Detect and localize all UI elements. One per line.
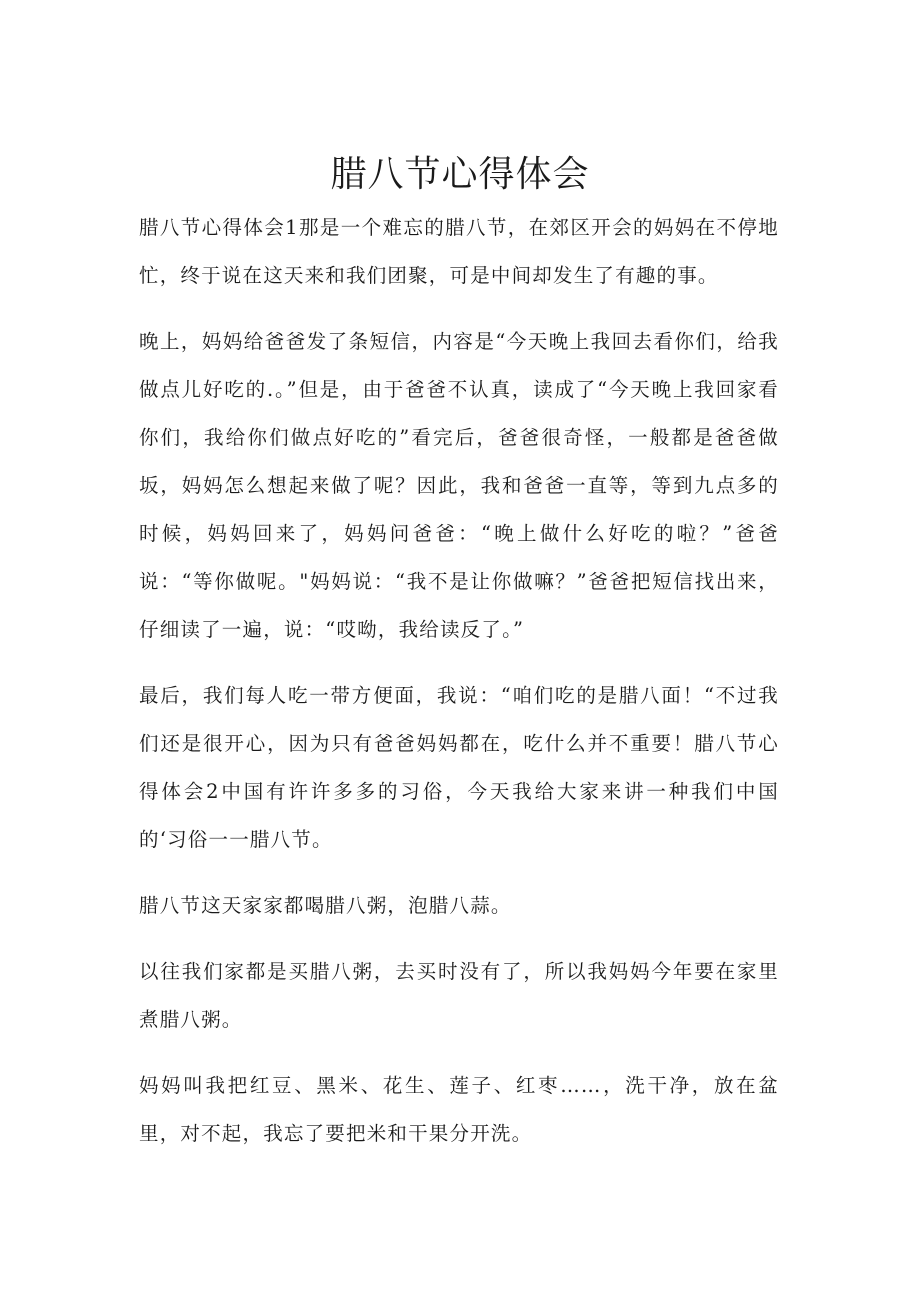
paragraph-5: 以往我们家都是买腊八粥，去买时没有了，所以我妈妈今年要在家里煮腊八粥。	[139, 960, 779, 1031]
paragraph-4: 腊八节这天家家都喝腊八粥，泡腊八蒜。	[139, 894, 512, 917]
paragraph-3: 最后，我们每人吃一带方便面，我说：“咱们吃的是腊八面！“不过我们还是很开心，因为只有爸爸妈妈都在，吃什么并不重要！腊八节心得体会2中国有许许多多的习俗，今天我给大家来讲一种我们中国的‘习俗一一腊八节。	[139, 684, 779, 851]
paragraph-6: 妈妈叫我把红豆、黑米、花生、莲子、红枣……，洗干净，放在盆里，对不起，我忘了要把米和干果分开洗。	[139, 1074, 779, 1145]
document-title: 腊八节心得体会	[330, 154, 590, 195]
paragraph-1: 腊八节心得体会1那是一个难忘的腊八节，在郊区开会的妈妈在不停地忙，终于说在这天来和我们团聚，可是中间却发生了有趣的事。	[139, 216, 779, 287]
paragraph-2: 晚上，妈妈给爸爸发了条短信，内容是“今天晚上我回去看你们，给我做点儿好吃的.。”但是，由于爸爸不认真，读成了“今天晚上我回家看你们，我给你们做点好吃的”看完后，爸爸很奇怪，一般都是爸爸做坂，妈妈怎么想起来做了呢？因此，我和爸爸一直等，等到九点多的时候，妈妈回来了，妈妈问爸爸：“晚上做什么好吃的啦？”爸爸说：“等你做呢。"妈妈说：“我不是让你做嘛？”爸爸把短信找出来，仔细读了一遍，说：“哎呦，我给读反了。”	[139, 330, 779, 641]
document-body	[139, 204, 779, 1176]
